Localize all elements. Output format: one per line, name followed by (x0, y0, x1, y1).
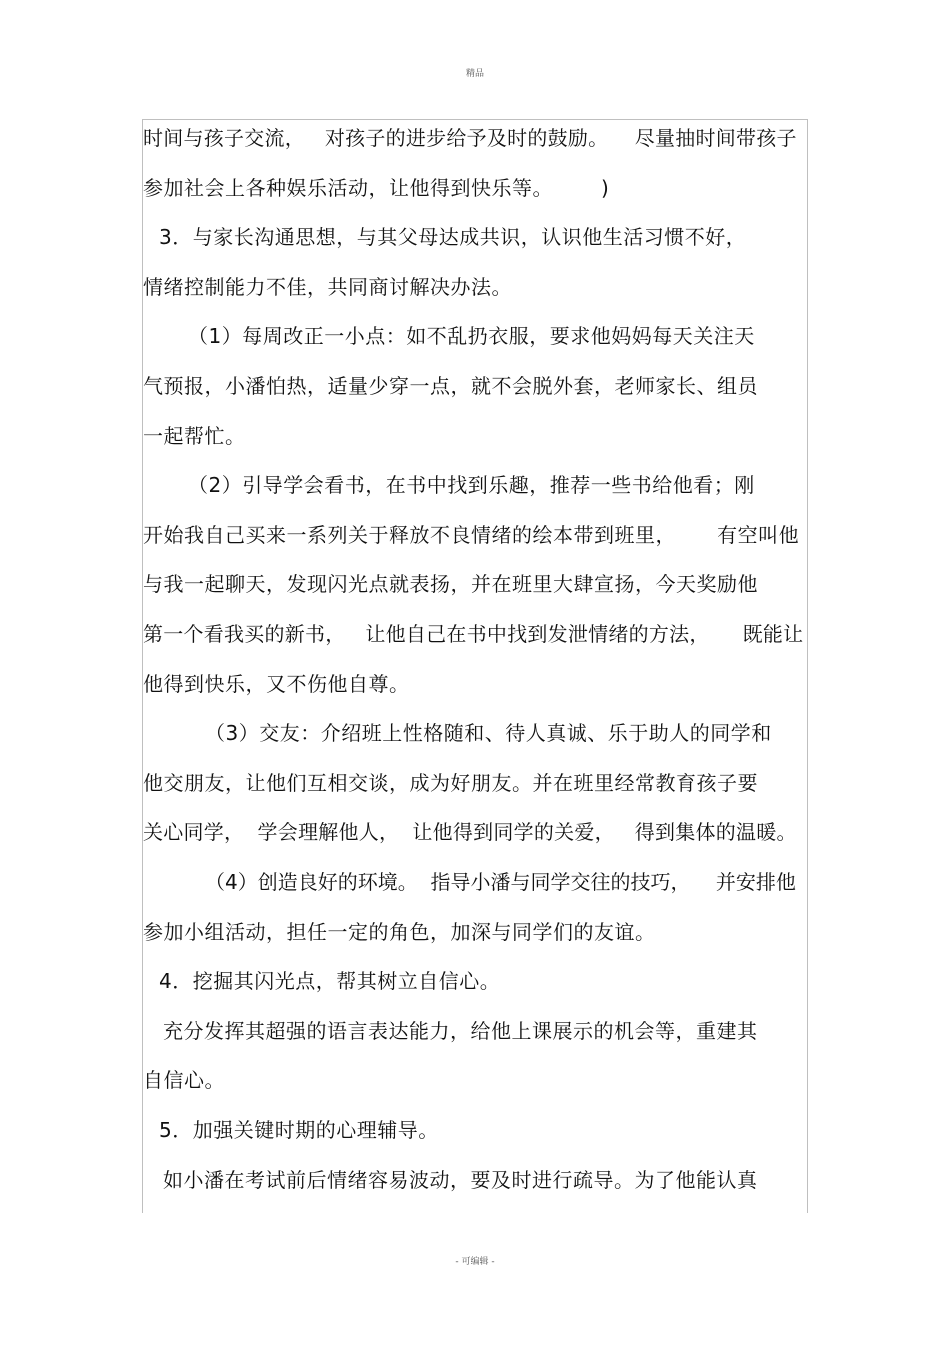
text-line: 4．挖掘其闪光点，帮其树立自信心。 (159, 969, 501, 994)
text-line: 关心同学， 学会理解他人， 让他得到同学的关爱， 得到集体的温暖。 (143, 820, 797, 845)
text-line: （3）交友：介绍班上性格随和、待人真诚、乐于助人的同学和 (205, 721, 772, 746)
text-line: （1）每周改正一小点：如不乱扔衣服，要求他妈妈每天关注天 (188, 324, 755, 349)
text-line: 气预报，小潘怕热，适量少穿一点，就不会脱外套，老师家长、组员 (143, 374, 758, 398)
text-line: 与我一起聊天，发现闪光点就表扬，并在班里大肆宣扬，今天奖励他 (143, 572, 758, 597)
text-line: 开始我自己买来一系列关于释放不良情绪的绘本带到班里， 有空叫他 (143, 522, 800, 547)
text-line: 情绪控制能力不佳，共同商讨解决办法。 (143, 274, 512, 299)
text-line: 充分发挥其超强的语言表达能力，给他上课展示的机会等，重建其 (163, 1018, 758, 1043)
text-line: 自信心。 (143, 1068, 225, 1093)
page-header: 精品 (465, 69, 484, 79)
text-line: 3．与家长沟通思想，与其父母达成共识，认识他生活习惯不好， (159, 225, 747, 250)
text-line: 一起帮忙。 (143, 423, 246, 448)
text-line: 如小潘在考试前后情绪容易波动，要及时进行疏导。为了他能认真 (163, 1167, 758, 1192)
text-line: 5．加强关键时期的心理辅导。 (159, 1118, 439, 1142)
text-line: （2）引导学会看书，在书中找到乐趣，推荐一些书给他看；刚 (188, 473, 755, 498)
text-line: （4）创造良好的环境。 指导小潘与同学交往的技巧， 并安排他 (205, 870, 796, 894)
page-footer: - 可编辑 - (455, 1257, 495, 1267)
text-line: 他交朋友，让他们互相交谈，成为好朋友。并在班里经常教育孩子要 (143, 770, 758, 795)
text-line: 他得到快乐，又不伤他自尊。 (143, 671, 410, 696)
text-line: 第一个看我买的新书， 让他自己在书中找到发泄情绪的方法， 既能让 (143, 622, 804, 646)
text-line: 参加小组活动，担任一定的角色，加深与同学们的友谊。 (143, 919, 656, 944)
text-line: 参加社会上各种娱乐活动，让他得到快乐等。 ) (143, 175, 610, 200)
text-line: 时间与孩子交流， 对孩子的进步给予及时的鼓励。 尽量抽时间带孩子 (143, 126, 797, 150)
